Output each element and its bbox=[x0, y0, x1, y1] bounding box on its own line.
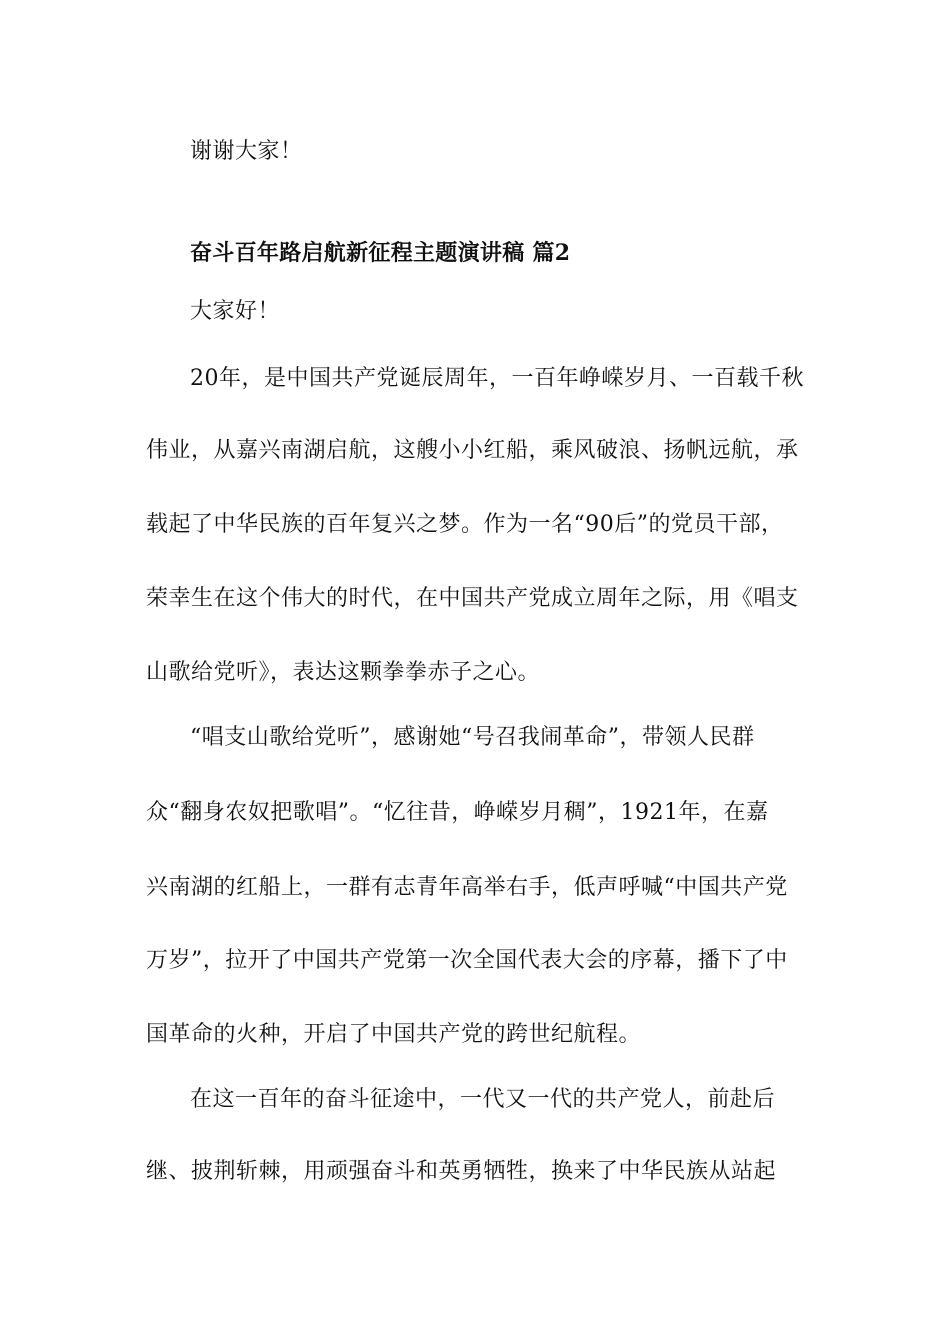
section-heading: 奋斗百年路启航新征程主题演讲稿 篇2 bbox=[190, 240, 571, 266]
paragraph-line: 荣幸生在这个伟大的时代，在中国共产党成立周年之际，用《唱支 bbox=[146, 586, 799, 611]
paragraph-line: 继、披荆斩棘，用顽强奋斗和英勇牺牲，换来了中华民族从站起 bbox=[146, 1159, 777, 1184]
paragraph-line: 兴南湖的红船上，一群有志青年高举右手，低声呼喊“中国共产党 bbox=[146, 875, 788, 900]
paragraph-line: 伟业，从嘉兴南湖启航，这艘小小红船，乘风破浪、扬帆远航，承 bbox=[146, 438, 799, 463]
paragraph-line: “唱支山歌给党听”，感谢她“号召我闹革命”，带领人民群 bbox=[190, 725, 755, 750]
paragraph-line: 众“翻身农奴把歌唱”。“忆往昔，峥嵘岁月稠”，1921年，在嘉 bbox=[146, 800, 769, 825]
paragraph-line: 山歌给党听》，表达这颗拳拳赤子之心。 bbox=[146, 660, 541, 685]
paragraph-line: 国革命的火种，开启了中国共产党的跨世纪航程。 bbox=[146, 1022, 642, 1047]
closing-text: 谢谢大家！ bbox=[190, 139, 303, 164]
paragraph-line: 万岁”，拉开了中国共产党第一次全国代表大会的序幕，播下了中 bbox=[146, 948, 788, 973]
paragraph-line: 在这一百年的奋斗征途中，一代又一代的共产党人，前赴后 bbox=[190, 1087, 776, 1112]
greeting-text: 大家好！ bbox=[190, 299, 281, 324]
paragraph-line: 载起了中华民族的百年复兴之梦。作为一名“90后”的党员干部， bbox=[146, 512, 784, 537]
paragraph-line: 20年，是中国共产党诞辰周年，一百年峥嵘岁月、一百载千秋 bbox=[190, 366, 804, 391]
